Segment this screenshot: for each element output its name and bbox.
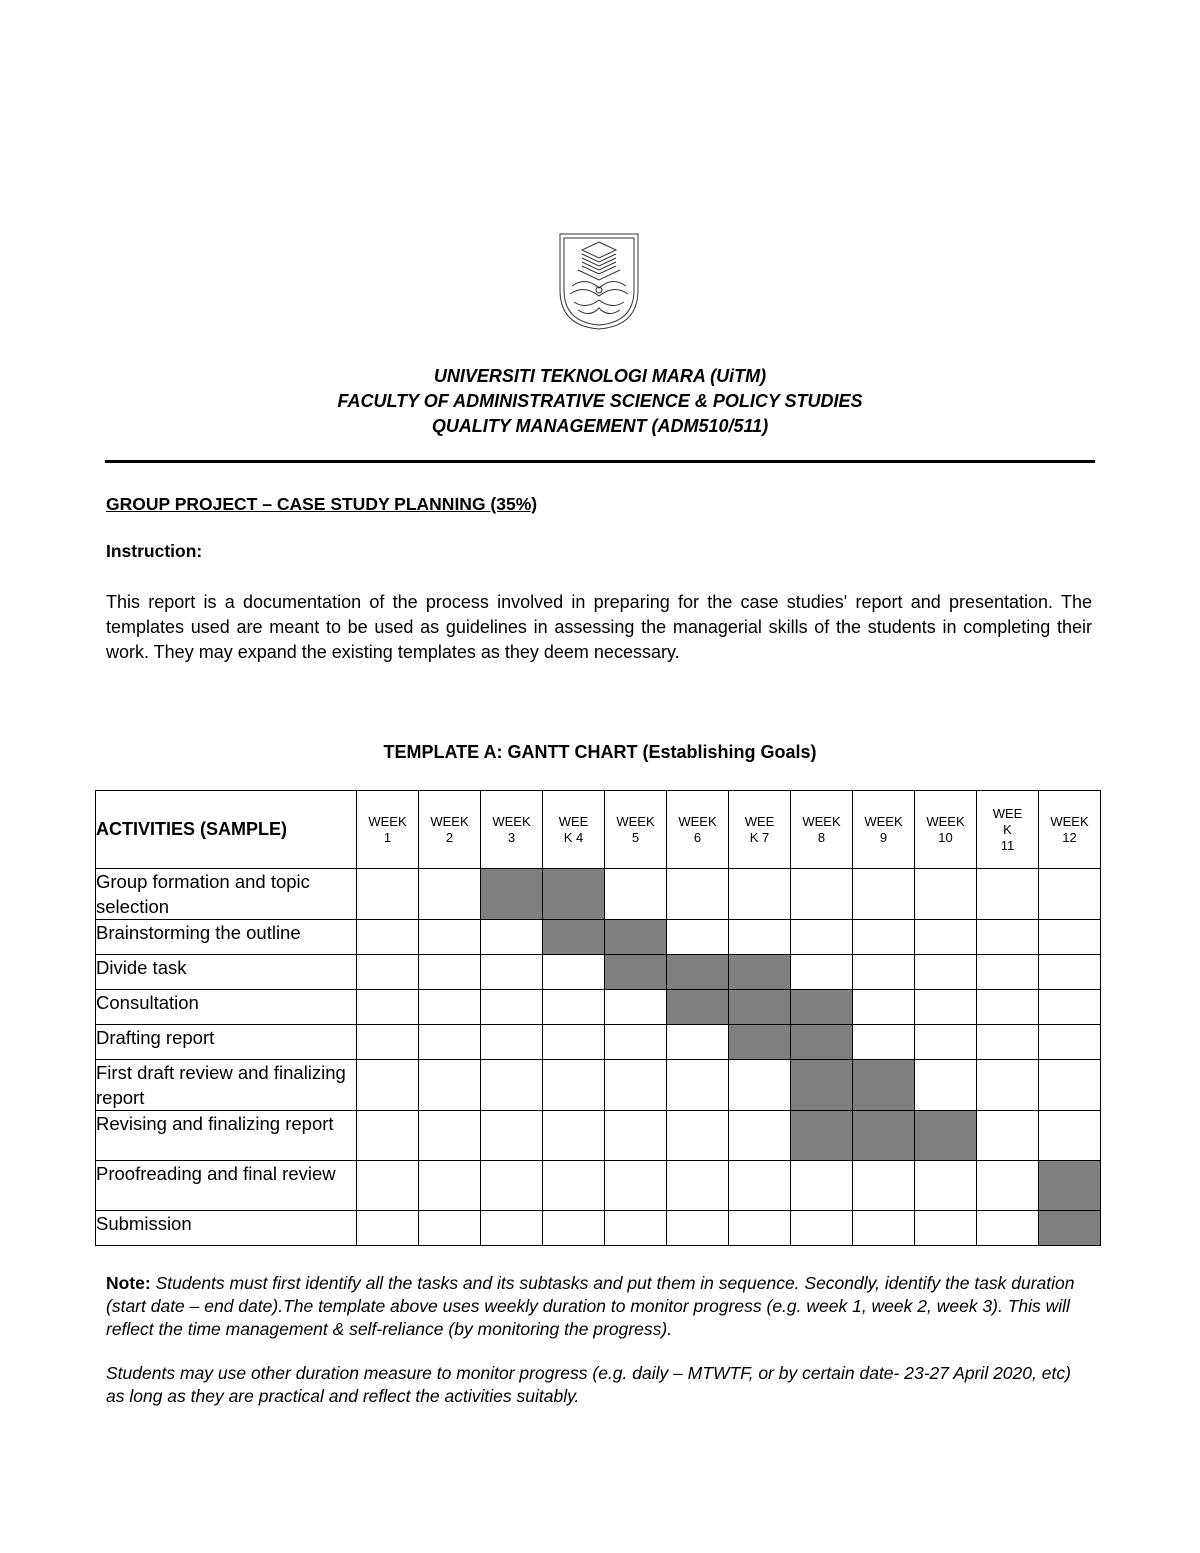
- week-header-text: 3: [507, 829, 516, 845]
- gantt-empty-cell-week-4: [543, 1161, 605, 1211]
- gantt-empty-cell-week-12: [1039, 1060, 1101, 1111]
- gantt-empty-cell-week-7: [729, 1211, 791, 1246]
- week-header-4: [543, 791, 605, 869]
- gantt-bar-cell-week-5: [605, 920, 667, 955]
- gantt-empty-cell-week-6: [667, 1025, 729, 1060]
- gantt-empty-cell-week-10: [915, 869, 977, 920]
- gantt-empty-cell-week-7: [729, 1111, 791, 1161]
- gantt-bar-cell-week-6: [667, 955, 729, 990]
- week-header-text: K 7: [749, 829, 770, 845]
- gantt-bar-cell-week-9: [853, 1060, 915, 1111]
- gantt-empty-cell-week-1: [357, 1211, 419, 1246]
- gantt-bar-cell-week-3: [481, 869, 543, 920]
- gantt-empty-cell-week-4: [543, 1111, 605, 1161]
- gantt-empty-cell-week-5: [605, 1111, 667, 1161]
- gantt-bar-cell-week-8: [791, 1025, 853, 1060]
- gantt-empty-cell-week-1: [357, 920, 419, 955]
- gantt-bar-cell-week-7: [729, 955, 791, 990]
- gantt-chart-table: [95, 790, 1101, 1246]
- week-header-text: 9: [879, 829, 888, 845]
- gantt-bar-cell-week-6: [667, 990, 729, 1025]
- gantt-empty-cell-week-8: [791, 1161, 853, 1211]
- gantt-empty-cell-week-1: [357, 869, 419, 920]
- week-header-12: [1039, 791, 1101, 869]
- week-header-text: K: [1003, 821, 1012, 837]
- gantt-empty-cell-week-10: [915, 955, 977, 990]
- week-header-text: WEEK: [678, 813, 717, 829]
- week-header-text: WEEK: [492, 813, 531, 829]
- week-header-text: 2: [445, 829, 454, 845]
- gantt-empty-cell-week-12: [1039, 920, 1101, 955]
- week-header-3: [481, 791, 543, 869]
- activity-label: Consultation: [96, 990, 357, 1025]
- activity-label: Brainstorming the outline: [96, 920, 357, 955]
- gantt-empty-cell-week-5: [605, 1025, 667, 1060]
- gantt-empty-cell-week-2: [419, 920, 481, 955]
- gantt-empty-cell-week-9: [853, 990, 915, 1025]
- gantt-bar-cell-week-4: [543, 920, 605, 955]
- project-title: GROUP PROJECT – CASE STUDY PLANNING (35%): [106, 494, 538, 514]
- gantt-empty-cell-week-2: [419, 990, 481, 1025]
- gantt-row: [96, 955, 1101, 990]
- gantt-empty-cell-week-7: [729, 1060, 791, 1111]
- gantt-bar-cell-week-7: [729, 990, 791, 1025]
- gantt-empty-cell-week-4: [543, 990, 605, 1025]
- gantt-empty-cell-week-11: [977, 1060, 1039, 1111]
- gantt-empty-cell-week-1: [357, 1111, 419, 1161]
- week-header-2: [419, 791, 481, 869]
- gantt-empty-cell-week-11: [977, 869, 1039, 920]
- gantt-row: [96, 1111, 1101, 1161]
- gantt-empty-cell-week-2: [419, 1111, 481, 1161]
- activity-label: Proofreading and final review: [96, 1161, 357, 1211]
- activity-label: Drafting report: [96, 1025, 357, 1060]
- gantt-empty-cell-week-12: [1039, 1025, 1101, 1060]
- gantt-empty-cell-week-9: [853, 869, 915, 920]
- gantt-empty-cell-week-3: [481, 1025, 543, 1060]
- faculty-name: FACULTY OF ADMINISTRATIVE SCIENCE & POLICY STUDIES: [337, 391, 863, 411]
- activity-label: Submission: [96, 1211, 357, 1246]
- gantt-empty-cell-week-7: [729, 869, 791, 920]
- gantt-empty-cell-week-8: [791, 1211, 853, 1246]
- gantt-empty-cell-week-5: [605, 869, 667, 920]
- gantt-empty-cell-week-4: [543, 955, 605, 990]
- instruction-text: This report is a documentation of the process involved in preparing for the case studies' report and presentation. The templates used are meant to be used as guidelines in assessing the managerial skills of the students in completing their work. They may expand the existing templates as they deem necessary.: [106, 592, 1092, 662]
- university-crest-logo: [556, 230, 642, 332]
- gantt-empty-cell-week-5: [605, 1060, 667, 1111]
- gantt-bar-cell-week-12: [1039, 1211, 1101, 1246]
- gantt-empty-cell-week-12: [1039, 955, 1101, 990]
- gantt-empty-cell-week-8: [791, 955, 853, 990]
- gantt-empty-cell-week-11: [977, 1025, 1039, 1060]
- week-header-text: WEEK: [368, 813, 407, 829]
- week-header-text: WEEK: [864, 813, 903, 829]
- note-label: Note:: [106, 1273, 151, 1293]
- week-header-10: [915, 791, 977, 869]
- gantt-empty-cell-week-6: [667, 1161, 729, 1211]
- gantt-empty-cell-week-10: [915, 1211, 977, 1246]
- gantt-empty-cell-week-3: [481, 1111, 543, 1161]
- gantt-empty-cell-week-7: [729, 920, 791, 955]
- note-paragraph-2: Students may use other duration measure to monitor progress (e.g. daily – MTWTF, or by certain date- 23-27 April 2020, etc) as long as they are practical and reflect the activities suitably.: [106, 1363, 1071, 1406]
- week-header-text: 8: [817, 829, 826, 845]
- gantt-empty-cell-week-2: [419, 1211, 481, 1246]
- gantt-empty-cell-week-8: [791, 869, 853, 920]
- gantt-empty-cell-week-2: [419, 869, 481, 920]
- activity-label: Group formation and topic selection: [96, 869, 357, 920]
- course-name: QUALITY MANAGEMENT (ADM510/511): [431, 416, 769, 436]
- gantt-bar-cell-week-9: [853, 1111, 915, 1161]
- activities-header: ACTIVITIES (SAMPLE): [96, 791, 357, 869]
- week-header-7: [729, 791, 791, 869]
- gantt-header-row: [96, 791, 1101, 869]
- instruction-label: Instruction:: [106, 541, 203, 561]
- week-header-text: WEEK: [802, 813, 841, 829]
- gantt-empty-cell-week-2: [419, 1161, 481, 1211]
- gantt-empty-cell-week-12: [1039, 1111, 1101, 1161]
- gantt-empty-cell-week-11: [977, 920, 1039, 955]
- template-title: TEMPLATE A: GANTT CHART (Establishing Goals): [383, 742, 817, 762]
- gantt-empty-cell-week-1: [357, 1161, 419, 1211]
- week-header-text: WEEK: [616, 813, 655, 829]
- gantt-empty-cell-week-6: [667, 1111, 729, 1161]
- gantt-empty-cell-week-3: [481, 920, 543, 955]
- gantt-empty-cell-week-7: [729, 1161, 791, 1211]
- week-header-text: 5: [631, 829, 640, 845]
- week-header-text: WEEK: [1050, 813, 1089, 829]
- gantt-empty-cell-week-10: [915, 1025, 977, 1060]
- gantt-empty-cell-week-10: [915, 990, 977, 1025]
- gantt-empty-cell-week-11: [977, 990, 1039, 1025]
- week-header-1: [357, 791, 419, 869]
- gantt-row: [96, 1211, 1101, 1246]
- gantt-empty-cell-week-5: [605, 1211, 667, 1246]
- week-header-text: 6: [693, 829, 702, 845]
- header-divider: [105, 460, 1095, 463]
- gantt-empty-cell-week-9: [853, 1025, 915, 1060]
- gantt-empty-cell-week-3: [481, 1060, 543, 1111]
- activity-label: First draft review and finalizing report: [96, 1060, 357, 1111]
- gantt-empty-cell-week-1: [357, 1025, 419, 1060]
- week-header-text: 12: [1062, 829, 1077, 845]
- activity-label: Revising and finalizing report: [96, 1111, 357, 1161]
- gantt-empty-cell-week-11: [977, 1161, 1039, 1211]
- week-header-text: 1: [383, 829, 392, 845]
- gantt-empty-cell-week-6: [667, 1060, 729, 1111]
- gantt-empty-cell-week-3: [481, 1161, 543, 1211]
- note-text: Students must first identify all the tasks and its subtasks and put them in sequence. Secondly, identify the task duration (start date – end date).The template above uses weekly duration to monitor progress (e.g. week 1, week 2, week 3). This will reflect the time management & self-reliance (by monitoring the progress).: [106, 1273, 1075, 1339]
- gantt-empty-cell-week-10: [915, 1161, 977, 1211]
- gantt-bar-cell-week-4: [543, 869, 605, 920]
- gantt-bar-cell-week-8: [791, 1111, 853, 1161]
- gantt-empty-cell-week-12: [1039, 869, 1101, 920]
- gantt-empty-cell-week-4: [543, 1060, 605, 1111]
- gantt-empty-cell-week-3: [481, 955, 543, 990]
- gantt-bar-cell-week-12: [1039, 1161, 1101, 1211]
- week-header-text: 11: [1000, 837, 1015, 853]
- gantt-empty-cell-week-10: [915, 920, 977, 955]
- gantt-empty-cell-week-2: [419, 1025, 481, 1060]
- gantt-empty-cell-week-6: [667, 869, 729, 920]
- gantt-empty-cell-week-11: [977, 1111, 1039, 1161]
- gantt-empty-cell-week-11: [977, 955, 1039, 990]
- week-header-text: WEEK: [926, 813, 965, 829]
- gantt-empty-cell-week-6: [667, 920, 729, 955]
- gantt-empty-cell-week-2: [419, 1060, 481, 1111]
- week-header-text: 10: [938, 829, 953, 845]
- week-header-text: WEE: [992, 805, 1023, 821]
- week-header-text: K 4: [563, 829, 584, 845]
- document-header: [0, 364, 1200, 439]
- gantt-body: [96, 869, 1101, 1246]
- week-header-8: [791, 791, 853, 869]
- university-name: UNIVERSITI TEKNOLOGI MARA (UiTM): [433, 366, 767, 386]
- gantt-bar-cell-week-8: [791, 1060, 853, 1111]
- gantt-empty-cell-week-1: [357, 990, 419, 1025]
- gantt-row: [96, 1025, 1101, 1060]
- gantt-row: [96, 990, 1101, 1025]
- note-paragraph: [106, 1272, 1092, 1341]
- gantt-empty-cell-week-9: [853, 955, 915, 990]
- gantt-bar-cell-week-10: [915, 1111, 977, 1161]
- gantt-empty-cell-week-9: [853, 1161, 915, 1211]
- gantt-empty-cell-week-3: [481, 1211, 543, 1246]
- gantt-empty-cell-week-1: [357, 1060, 419, 1111]
- gantt-empty-cell-week-5: [605, 990, 667, 1025]
- week-header-11: [977, 791, 1039, 869]
- gantt-empty-cell-week-8: [791, 920, 853, 955]
- gantt-empty-cell-week-12: [1039, 990, 1101, 1025]
- gantt-empty-cell-week-4: [543, 1025, 605, 1060]
- gantt-empty-cell-week-9: [853, 920, 915, 955]
- gantt-empty-cell-week-5: [605, 1161, 667, 1211]
- gantt-row: [96, 1060, 1101, 1111]
- gantt-empty-cell-week-3: [481, 990, 543, 1025]
- gantt-bar-cell-week-5: [605, 955, 667, 990]
- gantt-row: [96, 1161, 1101, 1211]
- gantt-bar-cell-week-7: [729, 1025, 791, 1060]
- week-header-text: WEE: [558, 813, 589, 829]
- gantt-empty-cell-week-2: [419, 955, 481, 990]
- gantt-row: [96, 869, 1101, 920]
- gantt-empty-cell-week-9: [853, 1211, 915, 1246]
- gantt-empty-cell-week-6: [667, 1211, 729, 1246]
- gantt-empty-cell-week-11: [977, 1211, 1039, 1246]
- gantt-empty-cell-week-10: [915, 1060, 977, 1111]
- activity-label: Divide task: [96, 955, 357, 990]
- week-header-6: [667, 791, 729, 869]
- gantt-bar-cell-week-8: [791, 990, 853, 1025]
- week-header-text: WEE: [744, 813, 775, 829]
- gantt-empty-cell-week-4: [543, 1211, 605, 1246]
- week-header-text: WEEK: [430, 813, 469, 829]
- gantt-empty-cell-week-1: [357, 955, 419, 990]
- gantt-row: [96, 920, 1101, 955]
- week-header-5: [605, 791, 667, 869]
- week-header-9: [853, 791, 915, 869]
